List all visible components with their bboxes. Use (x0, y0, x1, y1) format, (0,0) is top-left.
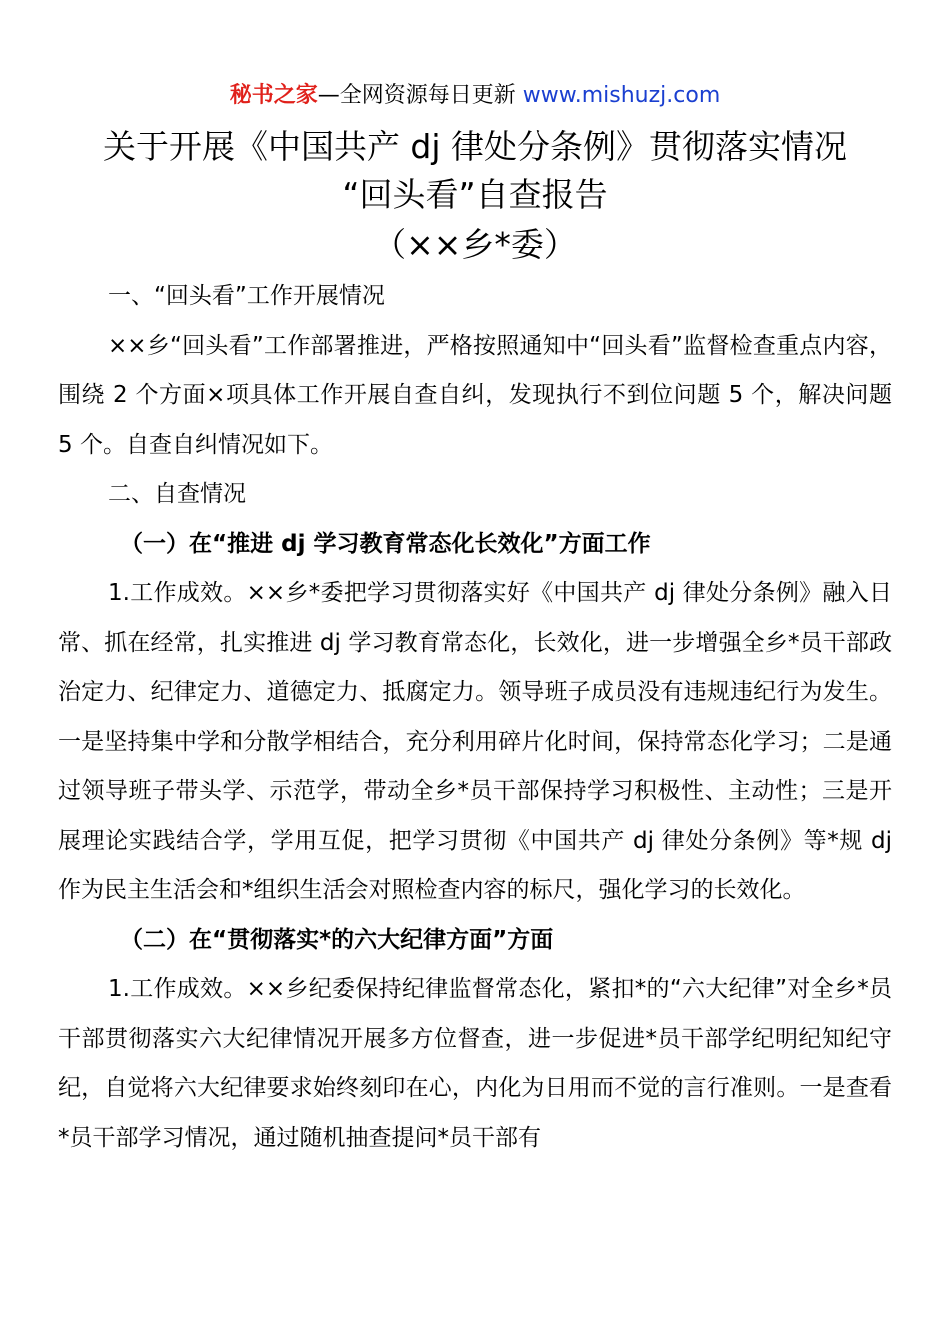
document-title-line3: （××乡*委） (373, 225, 577, 264)
subsection-paragraph-1: 1.工作成效。××乡*委把学习贯彻落实好《中国共产 dj 律处分条例》融入日常、抓在经常，扎实推进 dj 学习教育常态化，长效化，进一步增强全乡*员干部政治定力、纪律定力、道德定力、抵腐定力。领导班子成员没有违规违纪行为发生。一是坚持集中学和分散学相结合，充分利用碎片化时间，保持常态化学习；二是通过领导班子带头学、示范学，带动全乡*员干部保持学习积极性、主动性；三是开展理论实践结合学，学用互促，把学习贯彻《中国共产 dj 律处分条例》等*规 dj 作为民主生活会和*组织生活会对照检查内容的标尺，强化学习的长效化。 (58, 580, 892, 903)
subsection-heading-1: （一）在“推进 dj 学习教育常态化长效化”方面工作 (120, 530, 651, 557)
document-body (58, 272, 892, 1163)
section-paragraph-1: ××乡“回头看”工作部署推进，严格按照通知中“回头看”监督检查重点内容，围绕 2 个方面×项具体工作开展自查自纠，发现执行不到位问题 5 个，解决问题 5 个。自查自纠情况如下。 (58, 332, 892, 458)
document-title-line2: “回头看”自查报告 (342, 175, 608, 214)
watermark-header (0, 80, 950, 112)
header-brand: 秘书之家 (229, 83, 318, 108)
document-title-line1: 关于开展《中国共产 dj 律处分条例》贯彻落实情况 (102, 127, 848, 166)
section-heading-2: 二、自查情况 (108, 481, 246, 507)
subsection-paragraph-2: 1.工作成效。××乡纪委保持纪律监督常态化，紧扣*的“六大纪律”对全乡*员干部贯彻落实六大纪律情况开展多方位督查，进一步促进*员干部学纪明纪知纪守纪，自觉将六大纪律要求始终刻印在心，内化为日用而不觉的言行准则。一是查看*员干部学习情况，通过随机抽查提问*员干部有 (58, 976, 892, 1151)
subsection-heading-2: （二）在“贯彻落实*的六大纪律方面”方面 (120, 926, 554, 953)
header-url-link[interactable]: www.mishuzj.com (522, 83, 721, 108)
header-tagline: —全网资源每日更新 (317, 83, 523, 108)
section-heading-1: 一、“回头看”工作开展情况 (108, 283, 385, 309)
